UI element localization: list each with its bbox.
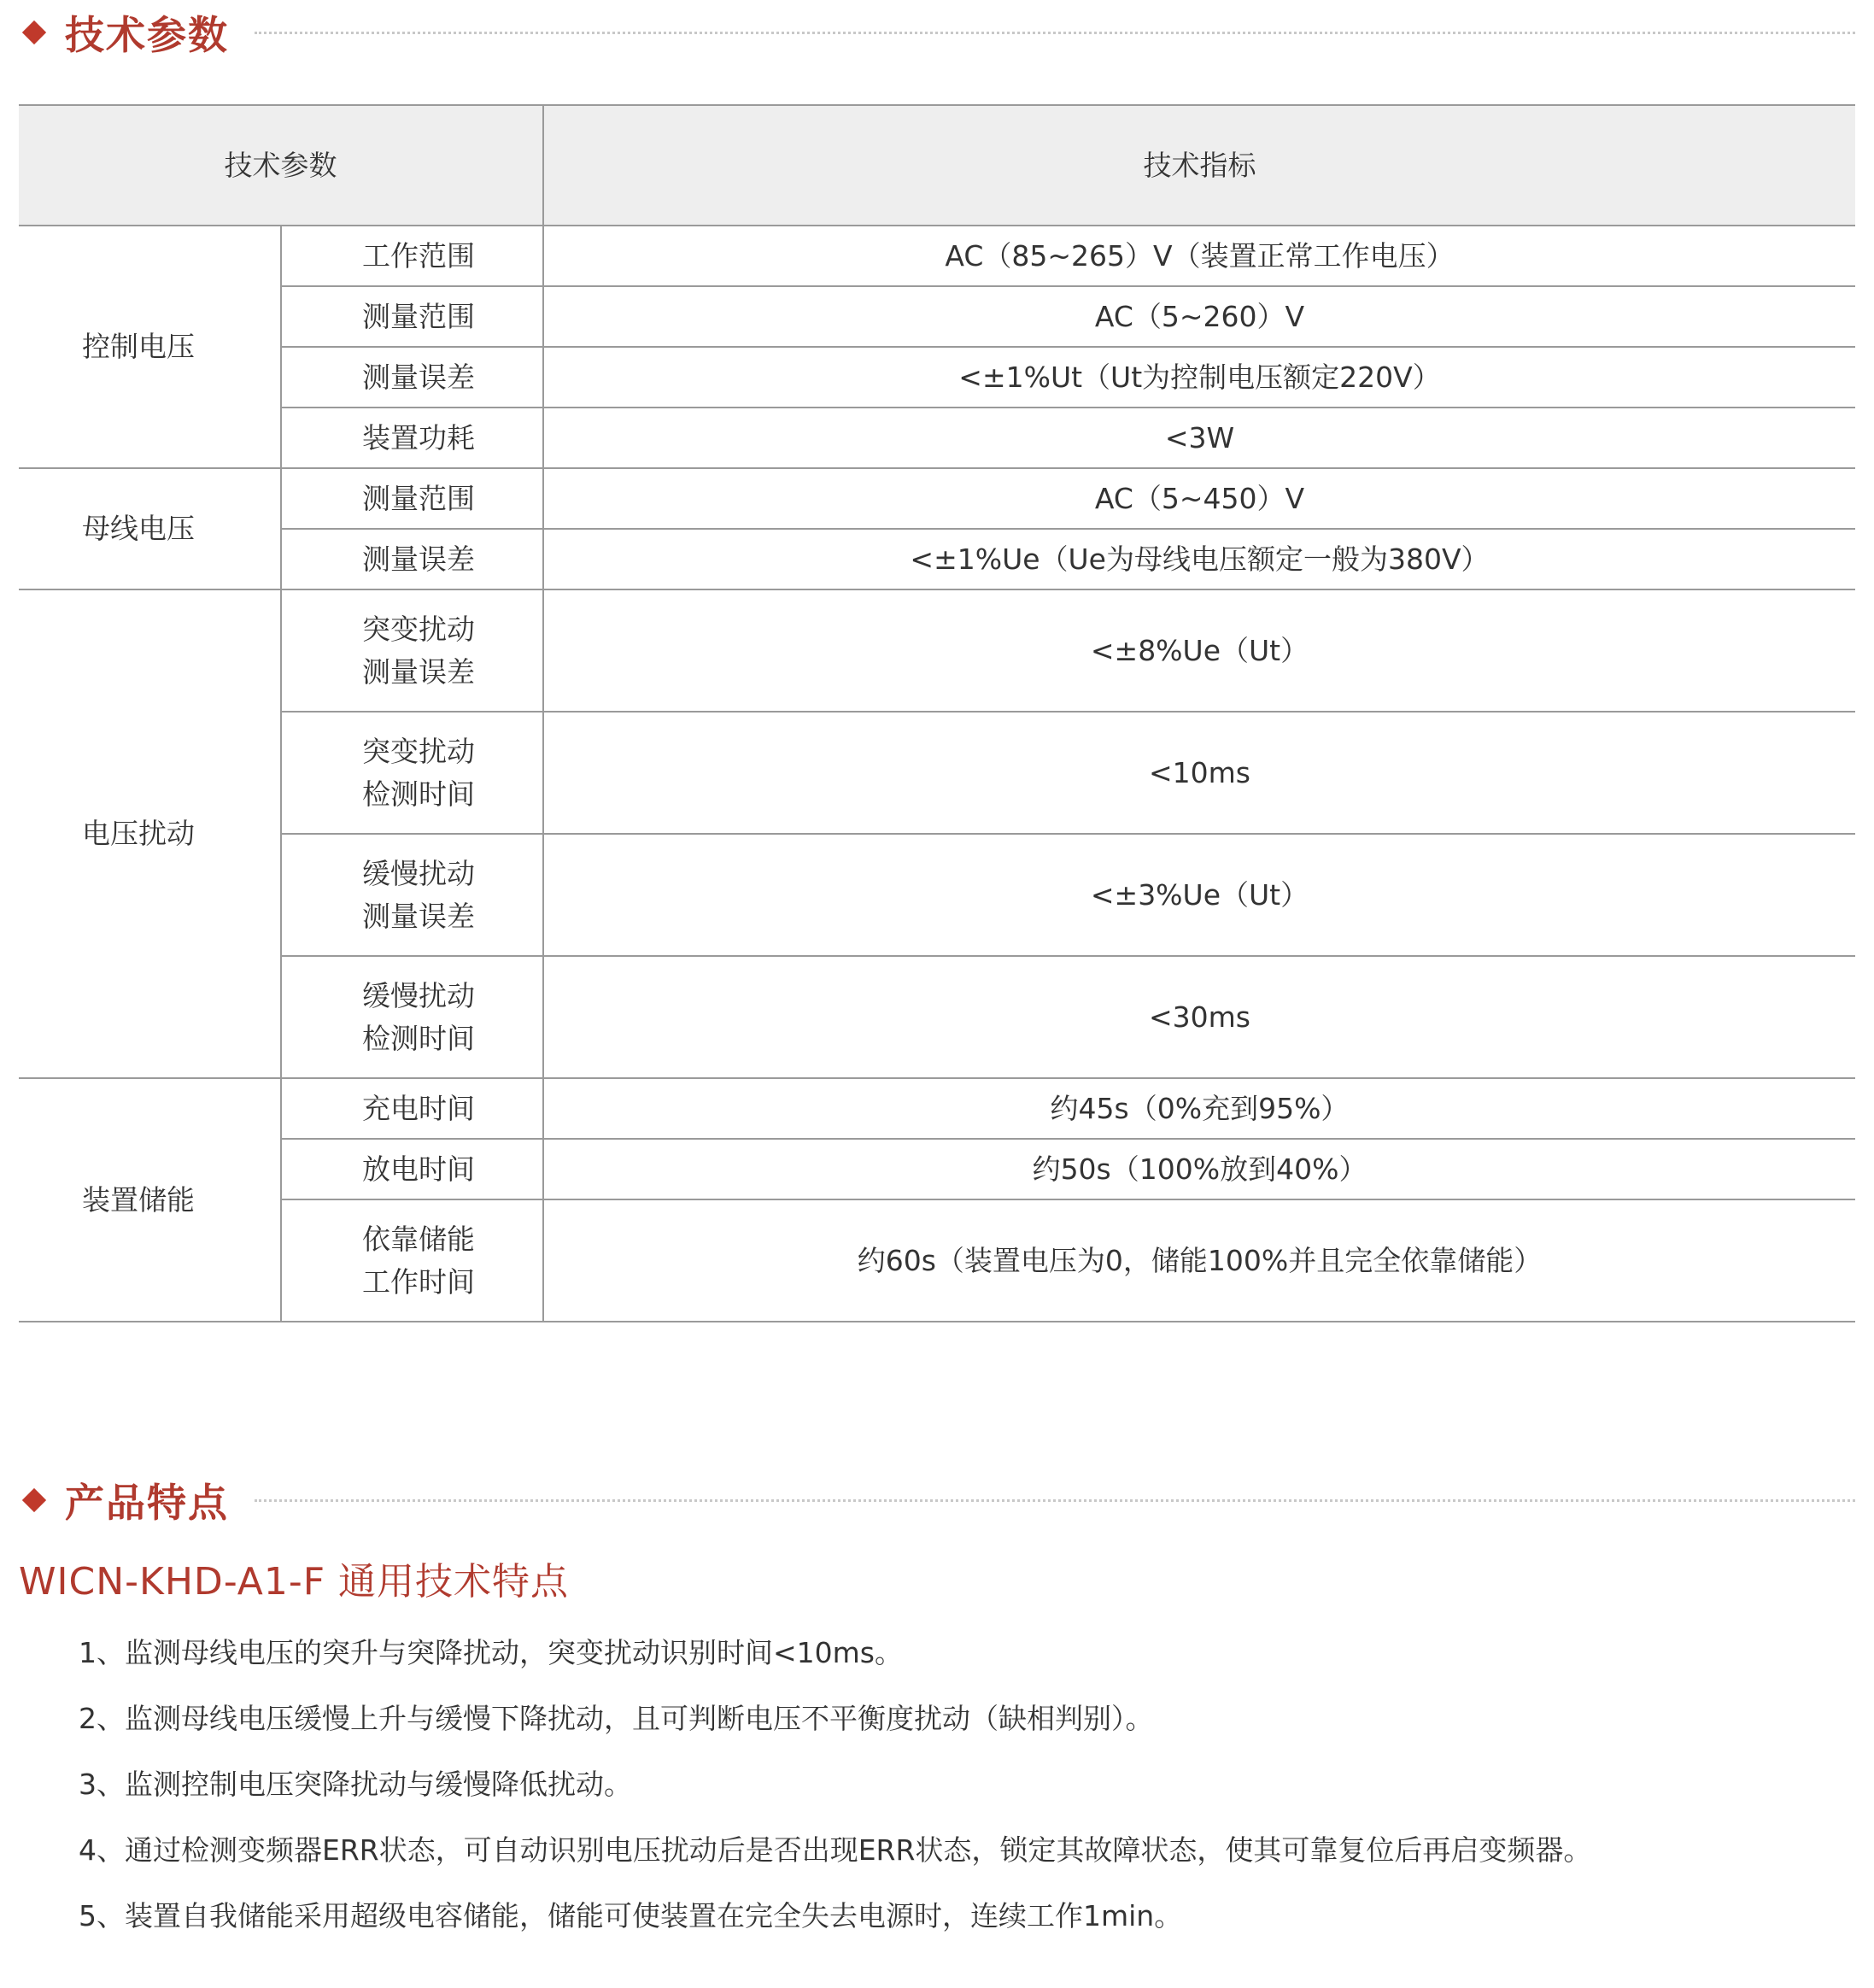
param-label-line: 缓慢扰动 xyxy=(362,978,475,1012)
header-param: 技术参数 xyxy=(19,105,543,226)
table-row xyxy=(19,347,1855,408)
table-row xyxy=(19,408,1855,468)
param-label-line: 缓慢扰动 xyxy=(362,856,475,890)
spec-table-body xyxy=(19,226,1855,1322)
param-label-cell xyxy=(281,712,543,834)
feature-item: 5、装置自我储能采用超级电容储能，储能可使装置在完全失去电源时，连续工作1min。 xyxy=(79,1899,1183,1932)
param-label-line: 突变扰动 xyxy=(362,612,475,646)
group-name-cell: 装置储能 xyxy=(19,1078,281,1322)
feature-list xyxy=(79,1627,1591,1956)
param-label-line: 测量范围 xyxy=(362,299,475,333)
param-label-line: 工作时间 xyxy=(362,1264,475,1299)
diamond-bullet-icon xyxy=(22,1488,46,1512)
spec-value-cell: AC（5~450）V xyxy=(543,468,1855,529)
dotted-divider xyxy=(255,1499,1855,1502)
param-label-cell xyxy=(281,956,543,1078)
table-row xyxy=(19,1078,1855,1139)
spec-value-cell: <3W xyxy=(543,408,1855,468)
feature-item: 3、监测控制电压突降扰动与缓慢降低扰动。 xyxy=(79,1768,632,1801)
param-label-line: 测量误差 xyxy=(362,542,475,576)
spec-value-cell: 约60s（装置电压为0，储能100%并且完全依靠储能） xyxy=(543,1199,1855,1322)
table-row xyxy=(19,712,1855,834)
spec-value-cell: <30ms xyxy=(543,956,1855,1078)
param-label-line: 检测时间 xyxy=(362,1021,475,1055)
param-label-line: 测量范围 xyxy=(362,481,475,515)
group-name-cell: 母线电压 xyxy=(19,468,281,589)
dotted-divider xyxy=(255,32,1855,34)
feature-item: 4、通过检测变频器ERR状态，可自动识别电压扰动后是否出现ERR状态，锁定其故障状态，使其可靠复位后再启变频器。 xyxy=(79,1833,1592,1867)
section-title: 技术参数 xyxy=(65,12,229,58)
table-header-row xyxy=(19,105,1855,226)
table-row xyxy=(19,956,1855,1078)
table-row xyxy=(19,589,1855,712)
param-label-cell xyxy=(281,1078,543,1139)
spec-table xyxy=(19,104,1855,1322)
diamond-bullet-icon xyxy=(22,21,46,44)
param-label-cell xyxy=(281,468,543,529)
table-row xyxy=(19,286,1855,347)
feature-item: 1、监测母线电压的突升与突降扰动，突变扰动识别时间<10ms。 xyxy=(79,1636,903,1669)
param-label-line: 测量误差 xyxy=(362,360,475,394)
group-name-cell: 控制电压 xyxy=(19,226,281,468)
param-label-cell xyxy=(281,834,543,956)
spec-value-cell: <±8%Ue（Ut） xyxy=(543,589,1855,712)
param-label-line: 突变扰动 xyxy=(362,734,475,768)
spec-value-cell: AC（5~260）V xyxy=(543,286,1855,347)
param-label-line: 放电时间 xyxy=(362,1152,475,1186)
param-label-cell xyxy=(281,226,543,286)
param-label-cell xyxy=(281,408,543,468)
table-row xyxy=(19,226,1855,286)
param-label-cell xyxy=(281,1139,543,1199)
spec-value-cell: <±1%Ut（Ut为控制电压额定220V） xyxy=(543,347,1855,408)
param-label-line: 工作范围 xyxy=(362,238,475,273)
param-label-cell xyxy=(281,347,543,408)
feature-item: 2、监测母线电压缓慢上升与缓慢下降扰动，且可判断电压不平衡度扰动（缺相判别）。 xyxy=(79,1702,1154,1735)
param-label-line: 测量误差 xyxy=(362,899,475,933)
spec-value-cell: 约50s（100%放到40%） xyxy=(543,1139,1855,1199)
section-header-tech-params xyxy=(19,7,1855,58)
table-row xyxy=(19,1139,1855,1199)
param-label-line: 检测时间 xyxy=(362,777,475,811)
spec-value-cell: AC（85~265）V（装置正常工作电压） xyxy=(543,226,1855,286)
param-label-cell xyxy=(281,589,543,712)
section-header-features xyxy=(19,1475,1855,1526)
param-label-line: 测量误差 xyxy=(362,654,475,689)
param-label-cell xyxy=(281,1199,543,1322)
param-label-cell xyxy=(281,286,543,347)
param-label-line: 依靠储能 xyxy=(362,1222,475,1256)
param-label-cell xyxy=(281,529,543,589)
table-row xyxy=(19,1199,1855,1322)
header-spec: 技术指标 xyxy=(543,105,1855,226)
table-row xyxy=(19,468,1855,529)
table-row xyxy=(19,529,1855,589)
spec-value-cell: 约45s（0%充到95%） xyxy=(543,1078,1855,1139)
table-row xyxy=(19,834,1855,956)
spec-value-cell: <10ms xyxy=(543,712,1855,834)
param-label-line: 充电时间 xyxy=(362,1091,475,1125)
param-label-line: 装置功耗 xyxy=(362,420,475,454)
product-subtitle: WICN-KHD-A1-F 通用技术特点 xyxy=(19,1560,569,1604)
group-name-cell: 电压扰动 xyxy=(19,589,281,1078)
spec-value-cell: <±1%Ue（Ue为母线电压额定一般为380V） xyxy=(543,529,1855,589)
section-title: 产品特点 xyxy=(65,1480,229,1526)
spec-value-cell: <±3%Ue（Ut） xyxy=(543,834,1855,956)
